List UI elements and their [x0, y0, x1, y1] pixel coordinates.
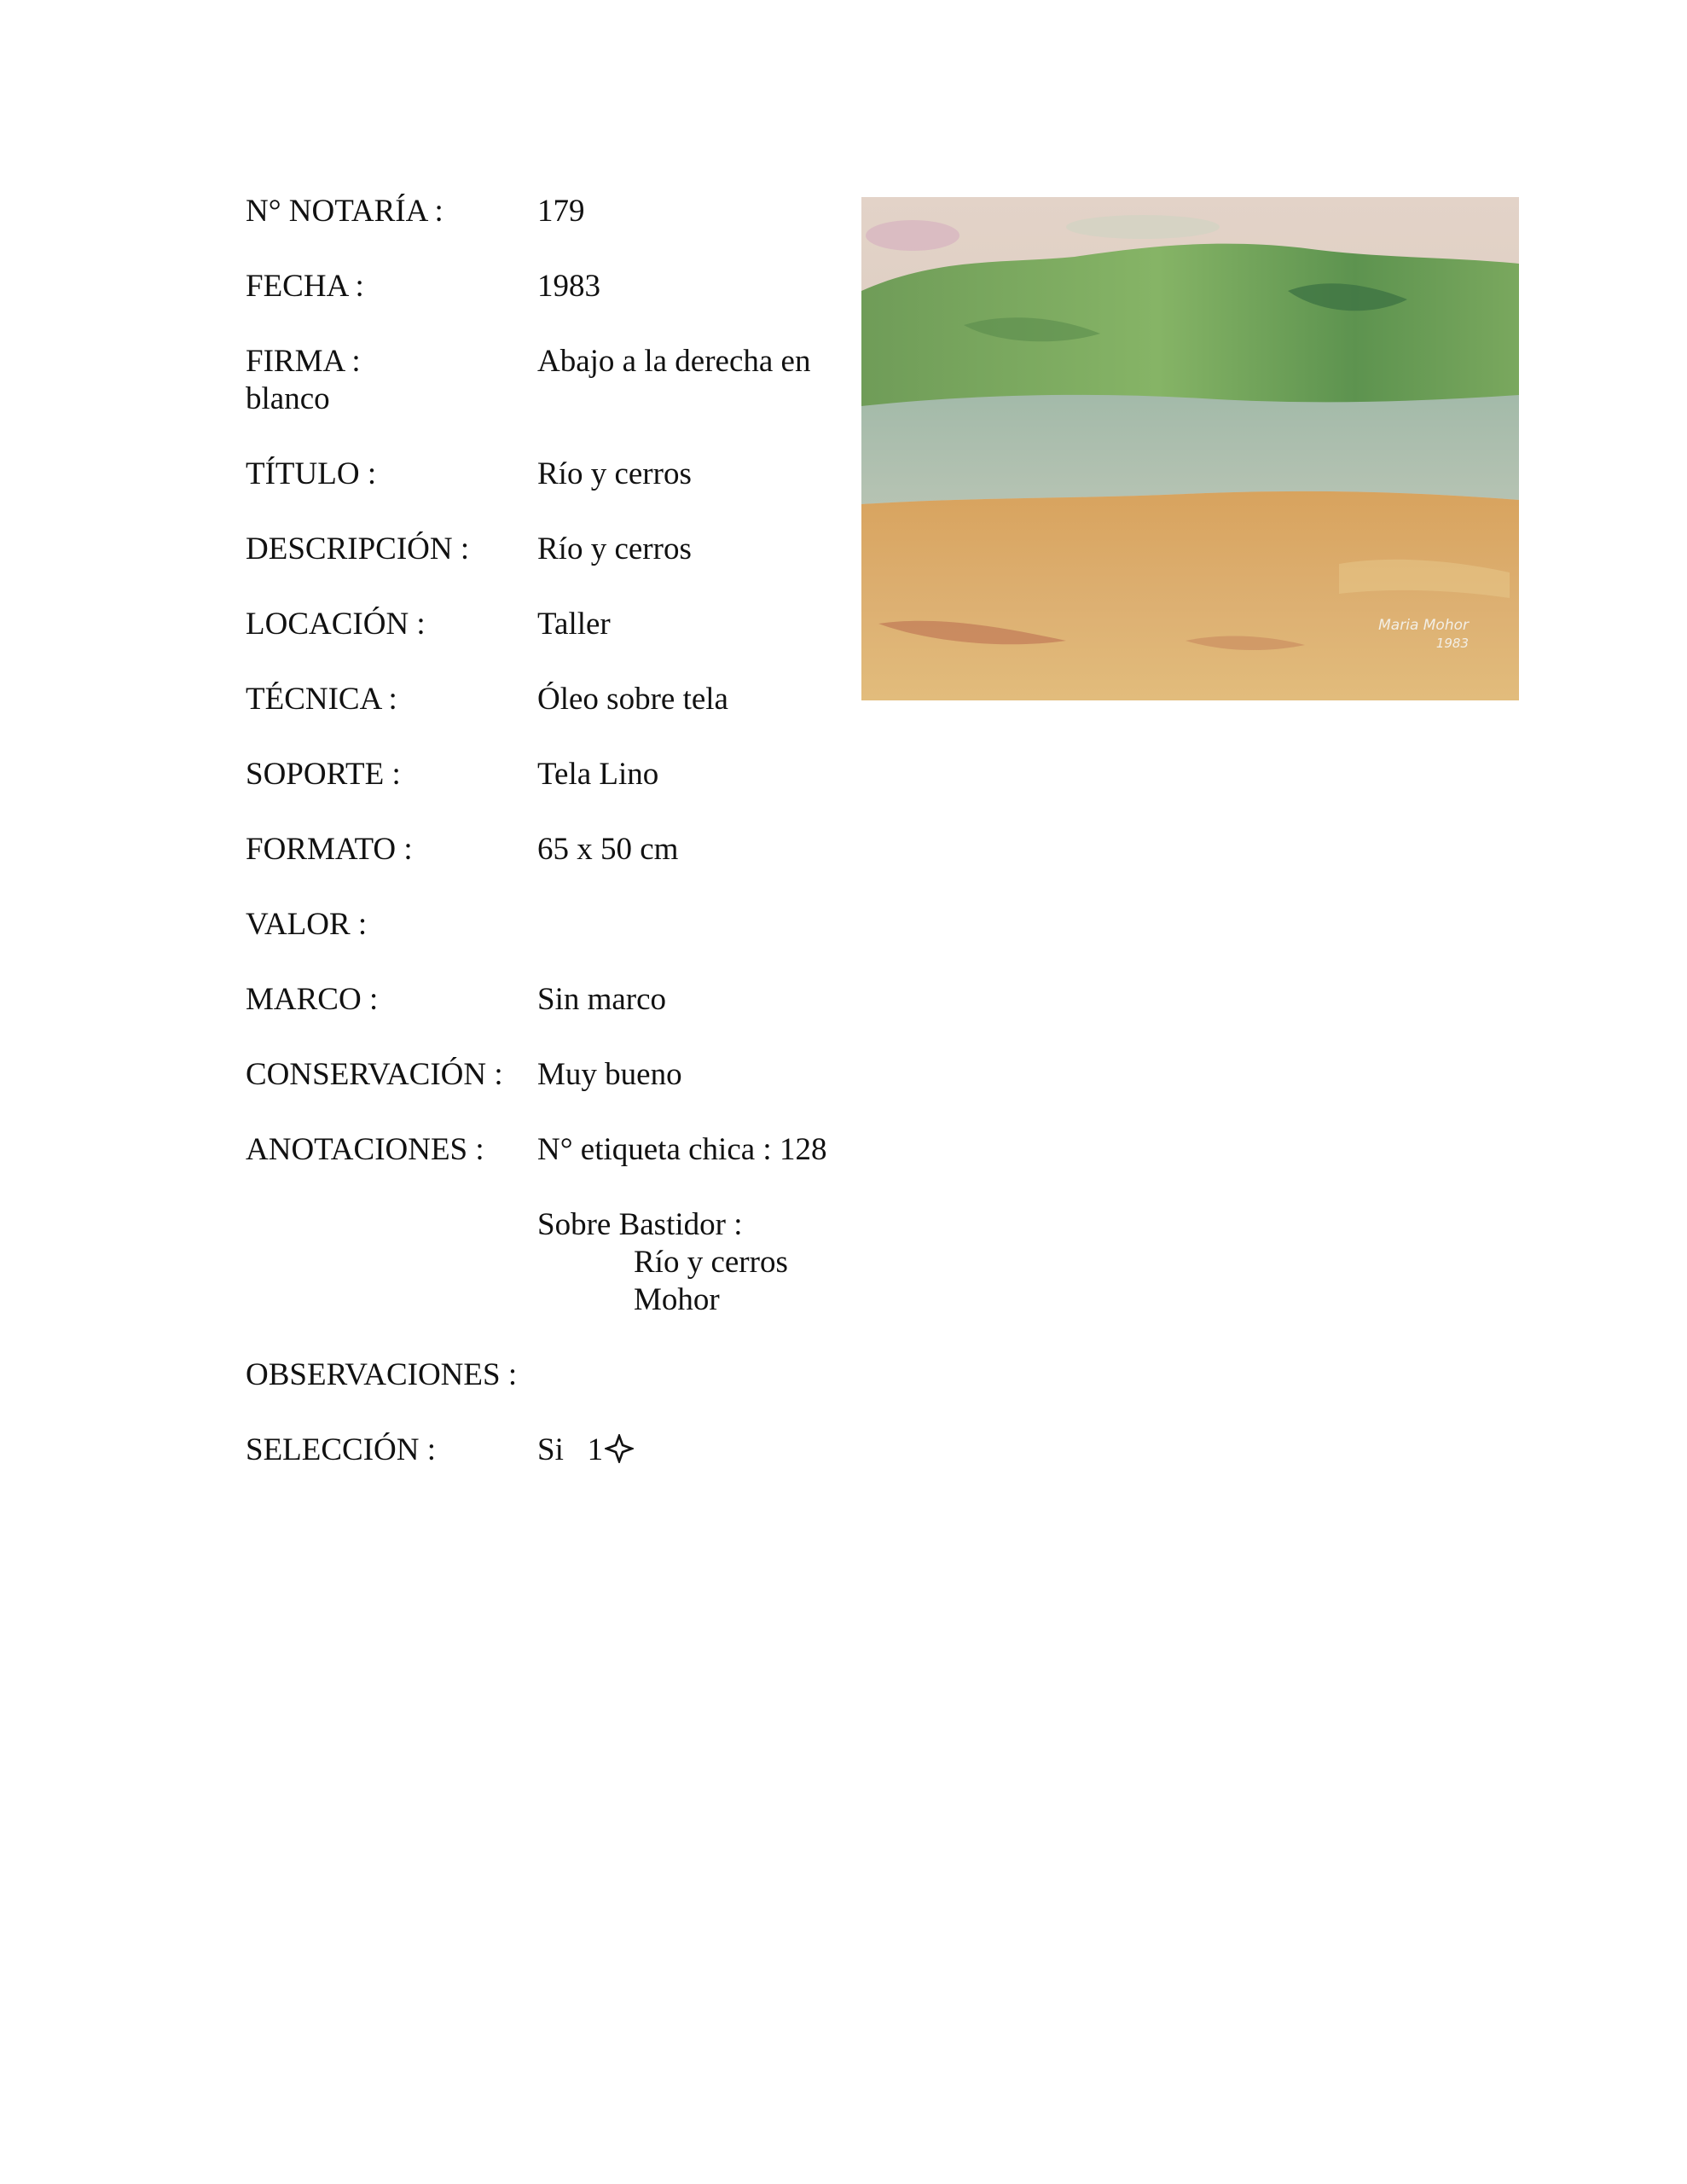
- bastidor-block: [537, 1206, 894, 1319]
- foreground-field: [861, 491, 1519, 700]
- field-valor: [246, 906, 894, 944]
- field-label: ANOTACIONES :: [246, 1132, 484, 1167]
- painting-photo: [861, 197, 1519, 700]
- field-label: OBSERVACIONES :: [246, 1357, 518, 1392]
- field-value-group: [537, 1432, 894, 1469]
- field-value: Taller: [537, 607, 611, 642]
- field-anotaciones-bastidor: [246, 1206, 894, 1319]
- field-value: Si 1: [537, 1432, 604, 1467]
- field-anotaciones: [246, 1131, 894, 1169]
- field-titulo: [246, 456, 894, 493]
- field-tecnica: [246, 681, 894, 718]
- field-label: FORMATO :: [246, 832, 413, 867]
- field-value: 1983: [537, 269, 600, 304]
- field-conservacion: [246, 1056, 894, 1094]
- field-value: [537, 906, 894, 944]
- field-label-empty: [246, 1206, 537, 1319]
- field-value: Óleo sobre tela: [537, 682, 728, 717]
- field-locacion: [246, 606, 894, 643]
- field-label: N° NOTARÍA :: [246, 194, 443, 229]
- field-value-continuation: blanco: [246, 381, 330, 416]
- field-marco: [246, 981, 894, 1019]
- river: [861, 395, 1519, 504]
- field-label: DESCRIPCIÓN :: [246, 531, 470, 566]
- field-value: Sin marco: [537, 982, 667, 1017]
- field-descripcion: [246, 531, 894, 568]
- bastidor-title: Sobre Bastidor :: [537, 1207, 743, 1242]
- pink-cloud: [866, 220, 959, 251]
- landscape-painting: [861, 197, 1519, 700]
- field-notaria: [246, 193, 894, 230]
- field-value: [537, 1356, 894, 1394]
- field-label: LOCACIÓN :: [246, 607, 426, 642]
- field-seleccion: [246, 1432, 894, 1469]
- bastidor-line: Mohor: [634, 1282, 720, 1317]
- field-label: MARCO :: [246, 982, 379, 1017]
- field-value: Río y cerros: [537, 531, 692, 566]
- field-soporte: [246, 756, 894, 793]
- field-value: Tela Lino: [537, 757, 659, 792]
- field-value: Abajo a la derecha en: [537, 344, 811, 379]
- field-label: VALOR :: [246, 907, 368, 942]
- painting-signature: Maria Mohor: [1378, 617, 1469, 634]
- field-formato: [246, 831, 894, 868]
- field-label: SELECCIÓN :: [246, 1432, 437, 1467]
- field-fecha: [246, 268, 894, 305]
- field-observaciones: [246, 1356, 894, 1394]
- four-point-star-outline-icon: [605, 1434, 634, 1463]
- field-label: TÍTULO :: [246, 456, 377, 491]
- field-value: 179: [537, 194, 585, 229]
- field-firma: [246, 343, 894, 418]
- field-label: SOPORTE :: [246, 757, 401, 792]
- field-label: FECHA :: [246, 269, 364, 304]
- bastidor-line: Río y cerros: [634, 1245, 788, 1280]
- field-value: Río y cerros: [537, 456, 692, 491]
- field-label: FIRMA :: [246, 344, 361, 379]
- field-value: 65 x 50 cm: [537, 832, 679, 867]
- field-label: CONSERVACIÓN :: [246, 1057, 503, 1092]
- painting-signature-year: 1983: [1435, 636, 1469, 651]
- field-value: N° etiqueta chica : 128: [537, 1132, 827, 1167]
- field-value: Muy bueno: [537, 1057, 682, 1092]
- cloud: [1066, 215, 1220, 239]
- field-label: TÉCNICA :: [246, 682, 397, 717]
- artwork-record: [246, 193, 894, 1507]
